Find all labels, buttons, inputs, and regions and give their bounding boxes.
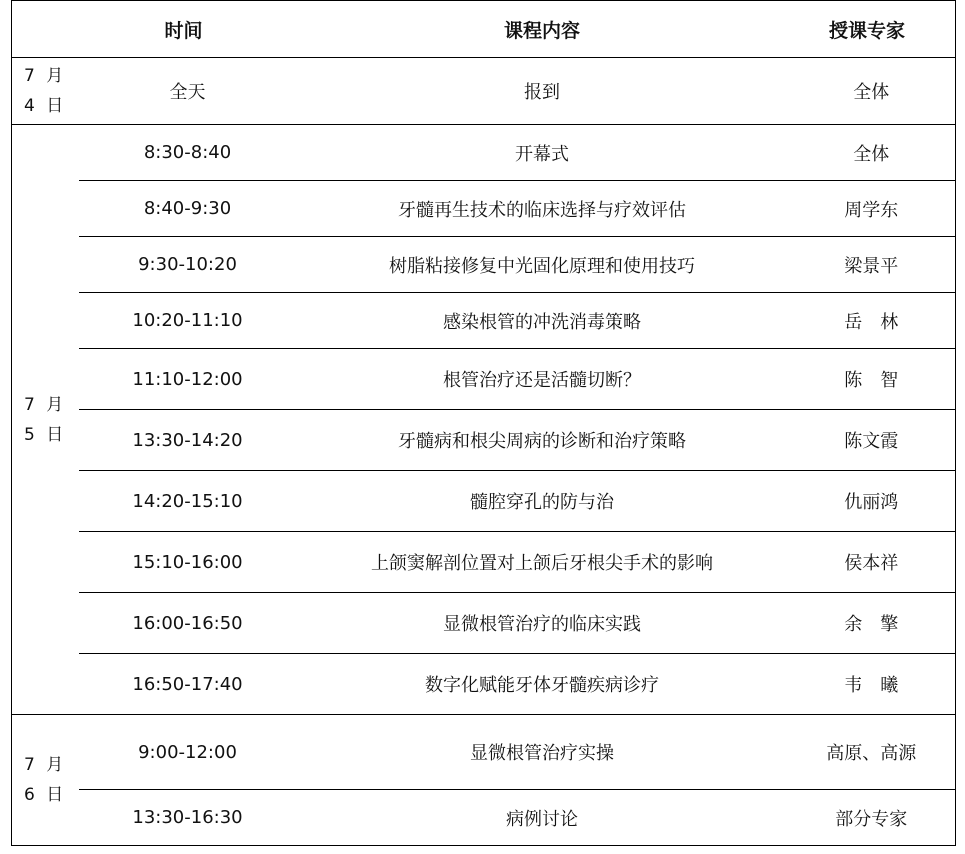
header-expert: 授课专家 bbox=[788, 1, 956, 58]
session-expert: 余 擎 bbox=[788, 593, 956, 654]
header-time: 时间 bbox=[12, 1, 297, 58]
session-time: 11:10-12:00 bbox=[79, 349, 297, 410]
schedule-table bbox=[11, 0, 956, 846]
table-row bbox=[12, 237, 956, 293]
table-row bbox=[12, 125, 956, 181]
date-day: 4 日 bbox=[24, 96, 67, 116]
day-group-1 bbox=[12, 58, 956, 125]
session-content: 开幕式 bbox=[297, 125, 788, 181]
session-expert: 韦 曦 bbox=[788, 654, 956, 715]
table-row bbox=[12, 181, 956, 237]
session-time: 16:50-17:40 bbox=[79, 654, 297, 715]
table-row bbox=[12, 532, 956, 593]
header-row bbox=[12, 1, 956, 58]
session-time: 10:20-11:10 bbox=[79, 293, 297, 349]
session-expert: 岳 林 bbox=[788, 293, 956, 349]
session-time: 9:30-10:20 bbox=[79, 237, 297, 293]
session-content: 树脂粘接修复中光固化原理和使用技巧 bbox=[297, 237, 788, 293]
session-content: 牙髓病和根尖周病的诊断和治疗策略 bbox=[297, 410, 788, 471]
session-time: 8:40-9:30 bbox=[79, 181, 297, 237]
session-time: 9:00-12:00 bbox=[79, 715, 297, 790]
table-row bbox=[12, 471, 956, 532]
date-day: 6 日 bbox=[24, 785, 67, 805]
date-cell bbox=[12, 125, 79, 715]
session-expert: 侯本祥 bbox=[788, 532, 956, 593]
session-time: 15:10-16:00 bbox=[79, 532, 297, 593]
table-row bbox=[12, 410, 956, 471]
session-content: 根管治疗还是活髓切断？ bbox=[297, 349, 788, 410]
session-content: 牙髓再生技术的临床选择与疗效评估 bbox=[297, 181, 788, 237]
table-row bbox=[12, 349, 956, 410]
session-time: 13:30-14:20 bbox=[79, 410, 297, 471]
session-time: 14:20-15:10 bbox=[79, 471, 297, 532]
session-expert: 部分专家 bbox=[788, 790, 956, 846]
session-expert: 陈 智 bbox=[788, 349, 956, 410]
session-time: 16:00-16:50 bbox=[79, 593, 297, 654]
session-expert: 全体 bbox=[788, 58, 956, 125]
session-expert: 周学东 bbox=[788, 181, 956, 237]
table-row bbox=[12, 654, 956, 715]
table-row bbox=[12, 790, 956, 846]
day-group-2 bbox=[12, 125, 956, 715]
session-content: 髓腔穿孔的防与治 bbox=[297, 471, 788, 532]
table-row bbox=[12, 293, 956, 349]
session-content: 显微根管治疗的临床实践 bbox=[297, 593, 788, 654]
session-expert: 高原、高源 bbox=[788, 715, 956, 790]
session-expert: 全体 bbox=[788, 125, 956, 181]
date-cell bbox=[12, 58, 79, 125]
session-content: 报到 bbox=[297, 58, 788, 125]
session-content: 感染根管的冲洗消毒策略 bbox=[297, 293, 788, 349]
session-content: 病例讨论 bbox=[297, 790, 788, 846]
date-month: 7 月 bbox=[24, 394, 67, 415]
date-cell bbox=[12, 715, 79, 846]
session-expert: 梁景平 bbox=[788, 237, 956, 293]
session-time: 13:30-16:30 bbox=[79, 790, 297, 846]
session-content: 上颌窦解剖位置对上颌后牙根尖手术的影响 bbox=[297, 532, 788, 593]
session-content: 数字化赋能牙体牙髓疾病诊疗 bbox=[297, 654, 788, 715]
session-expert: 陈文霞 bbox=[788, 410, 956, 471]
session-expert: 仇丽鸿 bbox=[788, 471, 956, 532]
table-row bbox=[12, 715, 956, 790]
session-content: 显微根管治疗实操 bbox=[297, 715, 788, 790]
date-day: 5 日 bbox=[24, 424, 67, 445]
day-group-3 bbox=[12, 715, 956, 846]
session-time: 全天 bbox=[79, 58, 297, 125]
date-month: 7 月 bbox=[24, 755, 67, 775]
table-row bbox=[12, 593, 956, 654]
table-row bbox=[12, 58, 956, 125]
session-time: 8:30-8:40 bbox=[79, 125, 297, 181]
header-content: 课程内容 bbox=[297, 1, 788, 58]
date-month: 7 月 bbox=[24, 66, 67, 86]
